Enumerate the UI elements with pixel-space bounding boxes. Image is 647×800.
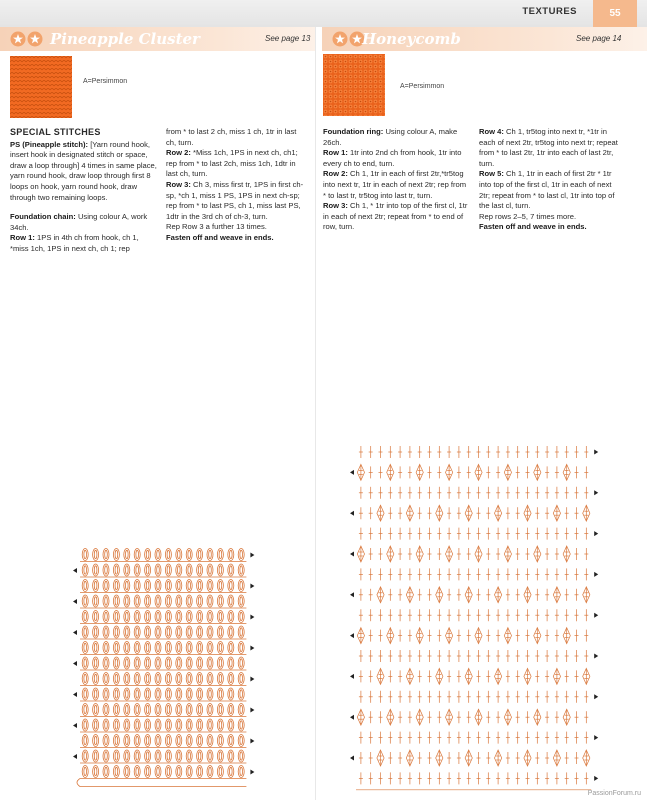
see-page-reference: See page 13 [265,34,311,43]
row-3-instruction: Row 3: Ch 1, * 1tr into top of the first cl, 1tr in each of next 2tr; repeat from * to end of row, turn. [323,201,468,232]
yarn-swatch-pineapple [10,56,72,118]
swatch-label: A=Persimmon [83,78,128,85]
row-2-instruction: Row 2: Ch 1, 1tr in each of first 2tr,*tr5tog into next tr, 1tr in each of next 2tr; rep from * to last tr, tr5tog into last tr, turn. [323,169,467,200]
pineapple-stitch-definition: PS (Pineapple stitch): [Yarn round hook, insert hook in designated stitch or space, draw a loop through] 4 times in same place, yarn round hook, draw loop through first 8 loops on hook, yarn round hook, draw through two remaining loops. [10,139,157,202]
section-label: TEXTURES [522,6,577,17]
instructions-column-4 [479,127,621,233]
row-1-instruction: Row 1: 1PS in 4th ch from hook, ch 1, *miss 1ch, 1PS in next ch, ch 1; rep [10,233,139,253]
instructions-column-1 [10,127,158,255]
pattern-title: Honeycomb [362,30,461,48]
pattern-header-right [322,27,647,51]
yarn-swatch-honeycomb [323,54,385,116]
page-number: 55 [593,0,637,27]
gutter-divider [315,27,316,800]
watermark: PassionForum.ru [587,790,641,797]
row-5-instruction: Row 5: Ch 1, 1tr in each of first 2tr * 1tr into top of the first cl, 1tr in each of next 2tr; repeat from * to last cl, 1tr into top of the last cl, turn. [479,169,615,211]
swatch-label: A=Persimmon [400,83,445,90]
repeat-instruction: Rep Row 3 a further 13 times. [166,222,267,232]
difficulty-stars-icon [10,31,44,47]
row-4-instruction: Row 4: Ch 1, tr5tog into next tr, *1tr in each of next 2tr, tr5tog into next tr; repeat from * to last 2tr, 1tr into each of last 2tr, turn. [479,127,618,168]
instructions-column-3 [323,127,468,233]
repeat-instruction: Rep rows 2–5, 7 times more. [479,211,577,221]
foundation-ring: Foundation ring: Using colour A, make 26ch. [323,127,458,147]
pineapple-stitch-diagram [70,543,260,795]
row-1-continued: from * to last 2 ch, miss 1 ch, 1tr in last ch, turn. [166,127,297,147]
special-stitches-heading: SPECIAL STITCHES [10,127,101,137]
row-2-instruction: Row 2: *Miss 1ch, 1PS in next ch, ch1; rep from * to last 2ch, miss 1ch, 1dtr in last ch, turn. [166,148,298,179]
fasten-off-instruction: Fasten off and weave in ends. [166,232,274,242]
pattern-header-left [0,27,315,51]
row-1-instruction: Row 1: 1tr into 2nd ch from hook, 1tr into every ch to end, turn. [323,148,462,168]
row-3-instruction: Row 3: Ch 3, miss first tr, 1PS in first ch-sp, *ch 1, miss 1 PS, 1PS in next ch-sp; rep from * to last PS, ch 1, miss last PS, 1dtr in the 3rd ch of ch-3, turn. [166,179,304,221]
honeycomb-stitch-diagram [346,437,606,795]
pattern-title: Pineapple Cluster [50,30,200,48]
instructions-column-2 [166,127,306,244]
see-page-reference: See page 14 [576,34,622,43]
difficulty-stars-icon [332,31,366,47]
fasten-off-instruction: Fasten off and weave in ends. [479,222,587,232]
page-top-band [0,0,647,27]
foundation-chain: Foundation chain: Using colour A, work 34ch. [10,212,148,232]
